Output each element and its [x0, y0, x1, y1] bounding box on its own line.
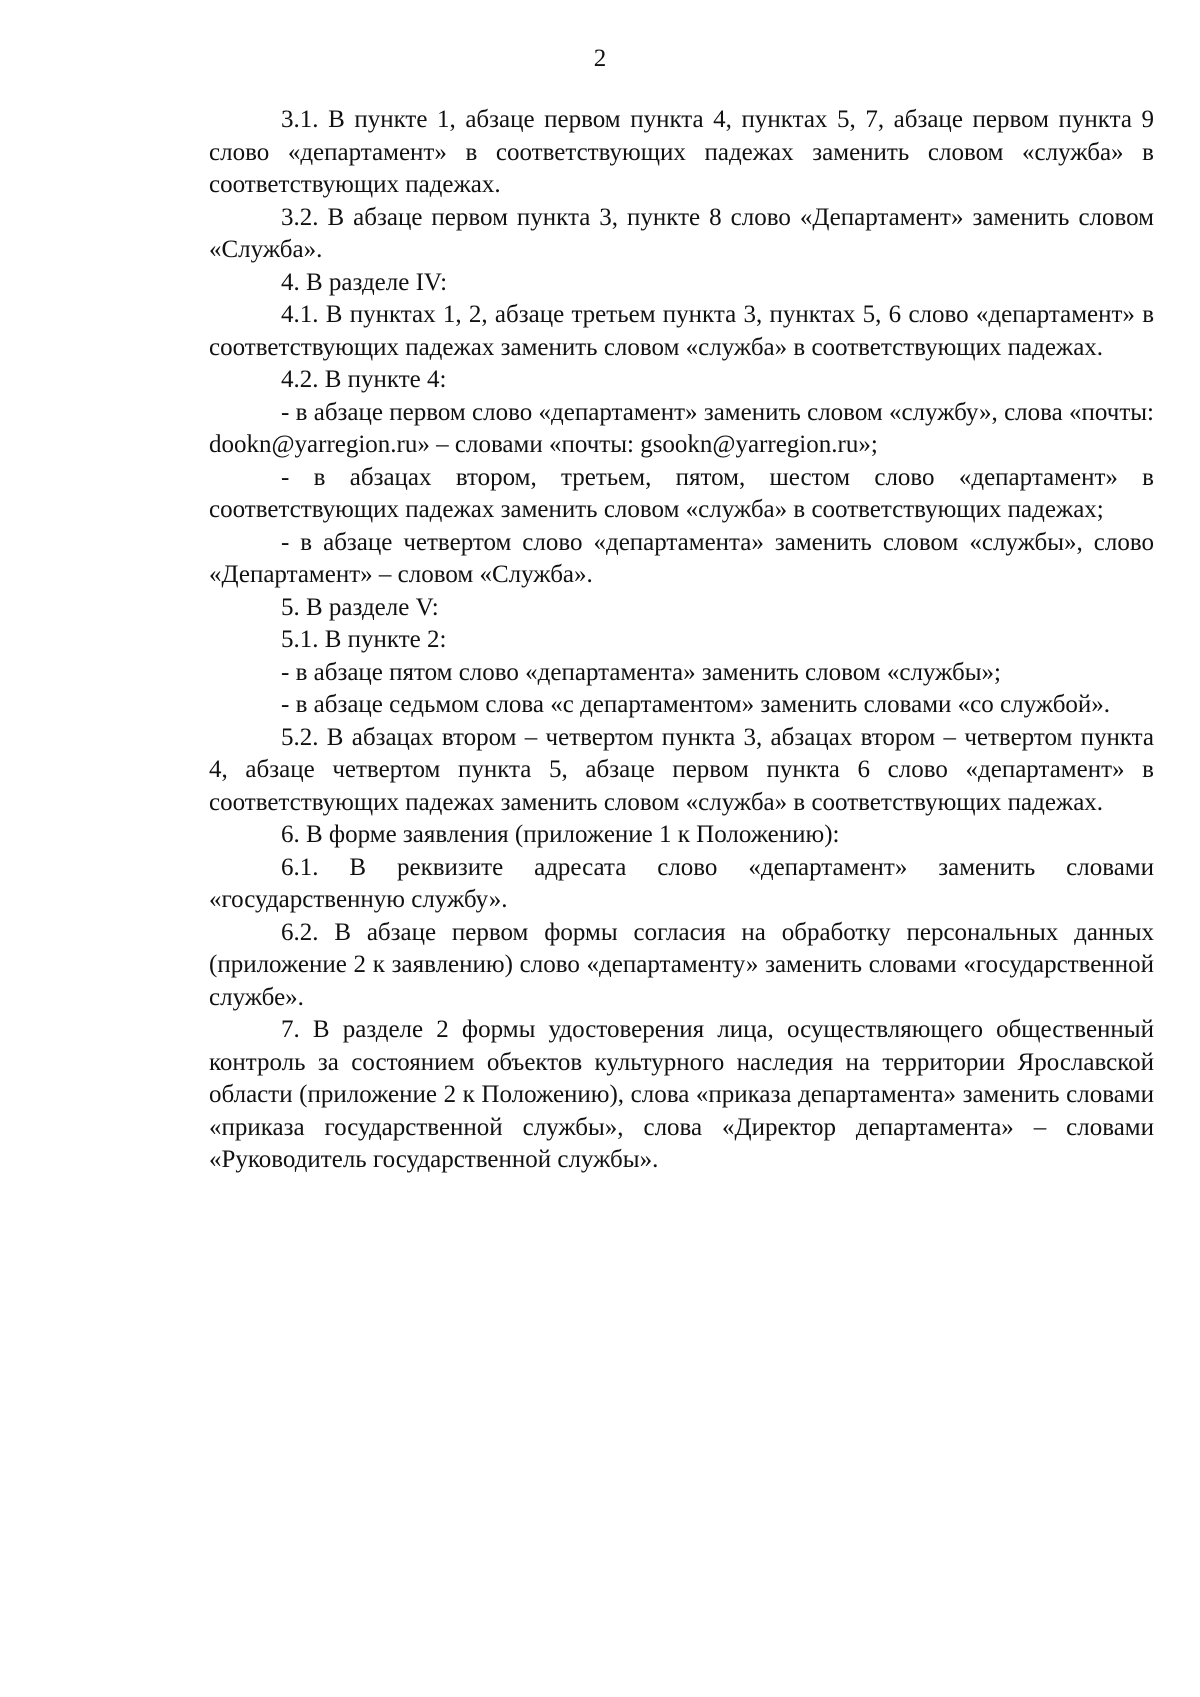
paragraph-5-1-item-1: - в абзаце пятом слово «департамента» заменить словом «службы»;: [281, 658, 1001, 686]
document-body: [209, 104, 1154, 1177]
paragraph-5: 5. В разделе V:: [281, 593, 439, 621]
paragraph-3-2: 3.2. В абзаце первом пункта 3, пункте 8 слово «Департамент» заменить словом «Служба».: [209, 203, 1154, 263]
paragraph-5-2: 5.2. В абзацах втором – четвертом пункта 3, абзацах втором – четвертом пункта 4, абзаце четвертом пункта 5, абзаце первом пункта 6 слово «департамент» в соответствующих падежах заменить словом «служба» в соответствующих падежах.: [209, 723, 1154, 816]
paragraph-6-1: 6.1. В реквизите адресата слово «департамент» заменить словами «государственную службу».: [209, 853, 1154, 913]
paragraph-4-2-item-3: - в абзаце четвертом слово «департамента» заменить словом «службы», слово «Департамент» – словом «Служба».: [209, 528, 1154, 588]
paragraph-4-1: 4.1. В пунктах 1, 2, абзаце третьем пункта 3, пунктах 5, 6 слово «департамент» в соответствующих падежах заменить словом «служба» в соответствующих падежах.: [209, 301, 1154, 361]
paragraph-6: 6. В форме заявления (приложение 1 к Положению):: [281, 821, 840, 848]
paragraph-6-2: 6.2. В абзаце первом формы согласия на обработку персональных данных (приложение 2 к заявлению) слово «департаменту» заменить словами «государственной службе».: [209, 918, 1154, 1011]
paragraph-4-2-item-1: - в абзаце первом слово «департамент» заменить словом «службу», слова «почты: dookn@yarregion.ru» – словами «почты: gsookn@yarregion.ru»;: [209, 398, 1154, 458]
paragraph-5-1: 5.1. В пункте 2:: [281, 626, 447, 653]
paragraph-4-2-item-2: - в абзацах втором, третьем, пятом, шестом слово «департамент» в соответствующих падежах заменить словом «служба» в соответствующих падежах;: [209, 463, 1154, 523]
paragraph-4-2: 4.2. В пункте 4:: [281, 366, 447, 393]
page-number: 2: [593, 45, 607, 72]
paragraph-4: 4. В разделе IV:: [281, 268, 448, 296]
paragraph-7: 7. В разделе 2 формы удостоверения лица, осуществляющего общественный контроль за состоянием объектов культурного наследия на территории Ярославской области (приложение 2 к Положению), слова «приказа департамента» заменить словами «приказа государственной службы», слова «Директор департамента» – словами «Руководитель государственной службы».: [209, 1016, 1154, 1173]
paragraph-3-1: 3.1. В пункте 1, абзаце первом пункта 4, пунктах 5, 7, абзаце первом пункта 9 слово «департамент» в соответствующих падежах заменить словом «служба» в соответствующих падежах.: [209, 106, 1154, 198]
paragraph-5-1-item-2: - в абзаце седьмом слова «с департаментом» заменить словами «со службой».: [281, 691, 1111, 718]
